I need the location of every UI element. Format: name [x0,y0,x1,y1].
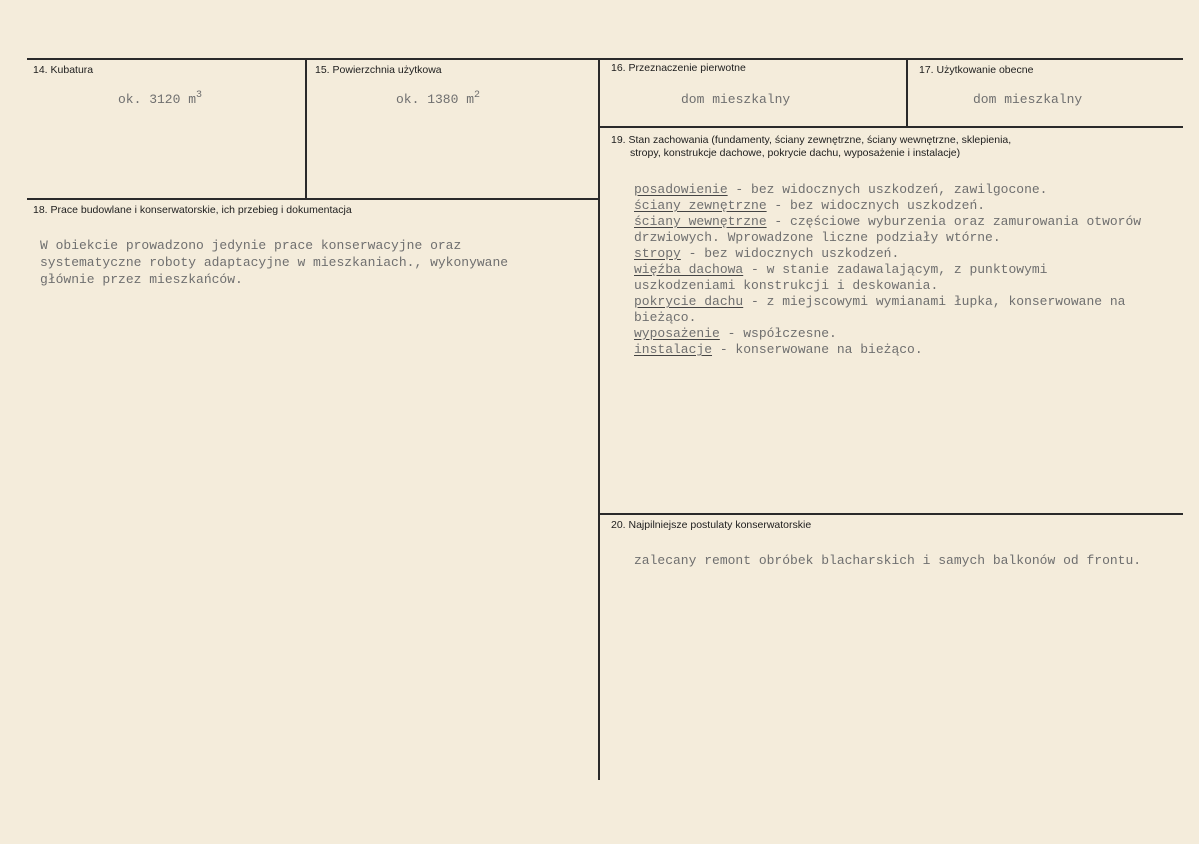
field-15-label: 15. Powierzchnia użytkowa [315,64,442,76]
condition-text: drzwiowych. Wprowadzone liczne podziały wtórne. [634,230,1001,245]
top-rule [27,58,1183,60]
field-14-unit-exponent: 3 [196,90,203,101]
condition-text: - częściowe wyburzenia oraz zamurowania otworów [766,214,1142,229]
field-15-value [396,92,480,110]
divider-14-15 [305,58,307,199]
row1-rule-right [599,126,1183,128]
condition-term: pokrycie dachu [634,294,744,309]
condition-term: instalacje [634,342,713,357]
field-16-value: dom mieszkalny [681,92,791,107]
condition-line-10 [634,326,837,342]
section20-rule [599,513,1183,515]
condition-text: - współczesne. [719,326,837,341]
field-19-label-line-2: stropy, konstrukcje dachowe, pokrycie dachu, wyposażenie i instalacje) [630,147,961,159]
field-17-label: 17. Użytkowanie obecne [919,64,1034,76]
condition-term: stropy [634,246,681,261]
condition-line-3 [634,214,1141,230]
condition-line-1 [634,182,1047,198]
field-17-value: dom mieszkalny [973,92,1083,107]
condition-text: uszkodzeniami konstrukcji i deskowania. [634,278,939,293]
field-15-value-text: ok. 1380 m [396,92,475,107]
field-14-label: 14. Kubatura [33,64,94,76]
main-divider [598,58,600,780]
field-20-label: 20. Najpilniejsze postulaty konserwatorskie [611,519,812,531]
field-15-unit-exponent: 2 [474,90,481,101]
field-18-line-3: głównie przez mieszkańców. [40,272,243,287]
condition-text: - w stanie zadawalającym, z punktowymi [743,262,1048,277]
condition-line-5 [634,246,899,262]
condition-text: - bez widocznych uszkodzeń, zawilgocone. [727,182,1048,197]
condition-line-4 [634,230,1001,246]
condition-term: posadowienie [634,182,728,197]
condition-text: bieżąco. [634,310,697,325]
field-18-line-2: systematyczne roboty adaptacyjne w mieszkaniach., wykonywane [40,255,509,270]
field-18-line-1: W obiekcie prowadzono jedynie prace konserwacyjne oraz [40,238,462,253]
field-14-value-text: ok. 3120 m [118,92,197,107]
field-19-label-line-1: 19. Stan zachowania (fundamenty, ściany zewnętrzne, ściany wewnętrzne, sklepienia, [611,134,1012,146]
divider-16-17 [906,58,908,128]
condition-line-9 [634,310,696,326]
condition-term: ściany zewnętrzne [634,198,767,213]
condition-term: więźba dachowa [634,262,744,277]
field-16-label: 16. Przeznaczenie pierwotne [611,62,746,74]
condition-line-8 [634,294,1125,310]
field-20-value: zalecany remont obróbek blacharskich i samych balkonów od frontu. [634,553,1142,568]
condition-text: - bez widocznych uszkodzeń. [766,198,986,213]
field-18-label: 18. Prace budowlane i konserwatorskie, ich przebieg i dokumentacja [33,204,352,216]
condition-text: - bez widocznych uszkodzeń. [680,246,900,261]
condition-line-11 [634,342,923,358]
condition-line-2 [634,198,985,214]
row1-rule-left [27,198,599,200]
condition-line-6 [634,262,1047,278]
condition-text: - konserwowane na bieżąco. [712,342,923,357]
field-14-value [118,92,202,110]
condition-line-7 [634,278,938,294]
condition-term: ściany wewnętrzne [634,214,767,229]
condition-text: - z miejscowymi wymianami łupka, konserwowane na [743,294,1126,309]
condition-term: wyposażenie [634,326,720,341]
